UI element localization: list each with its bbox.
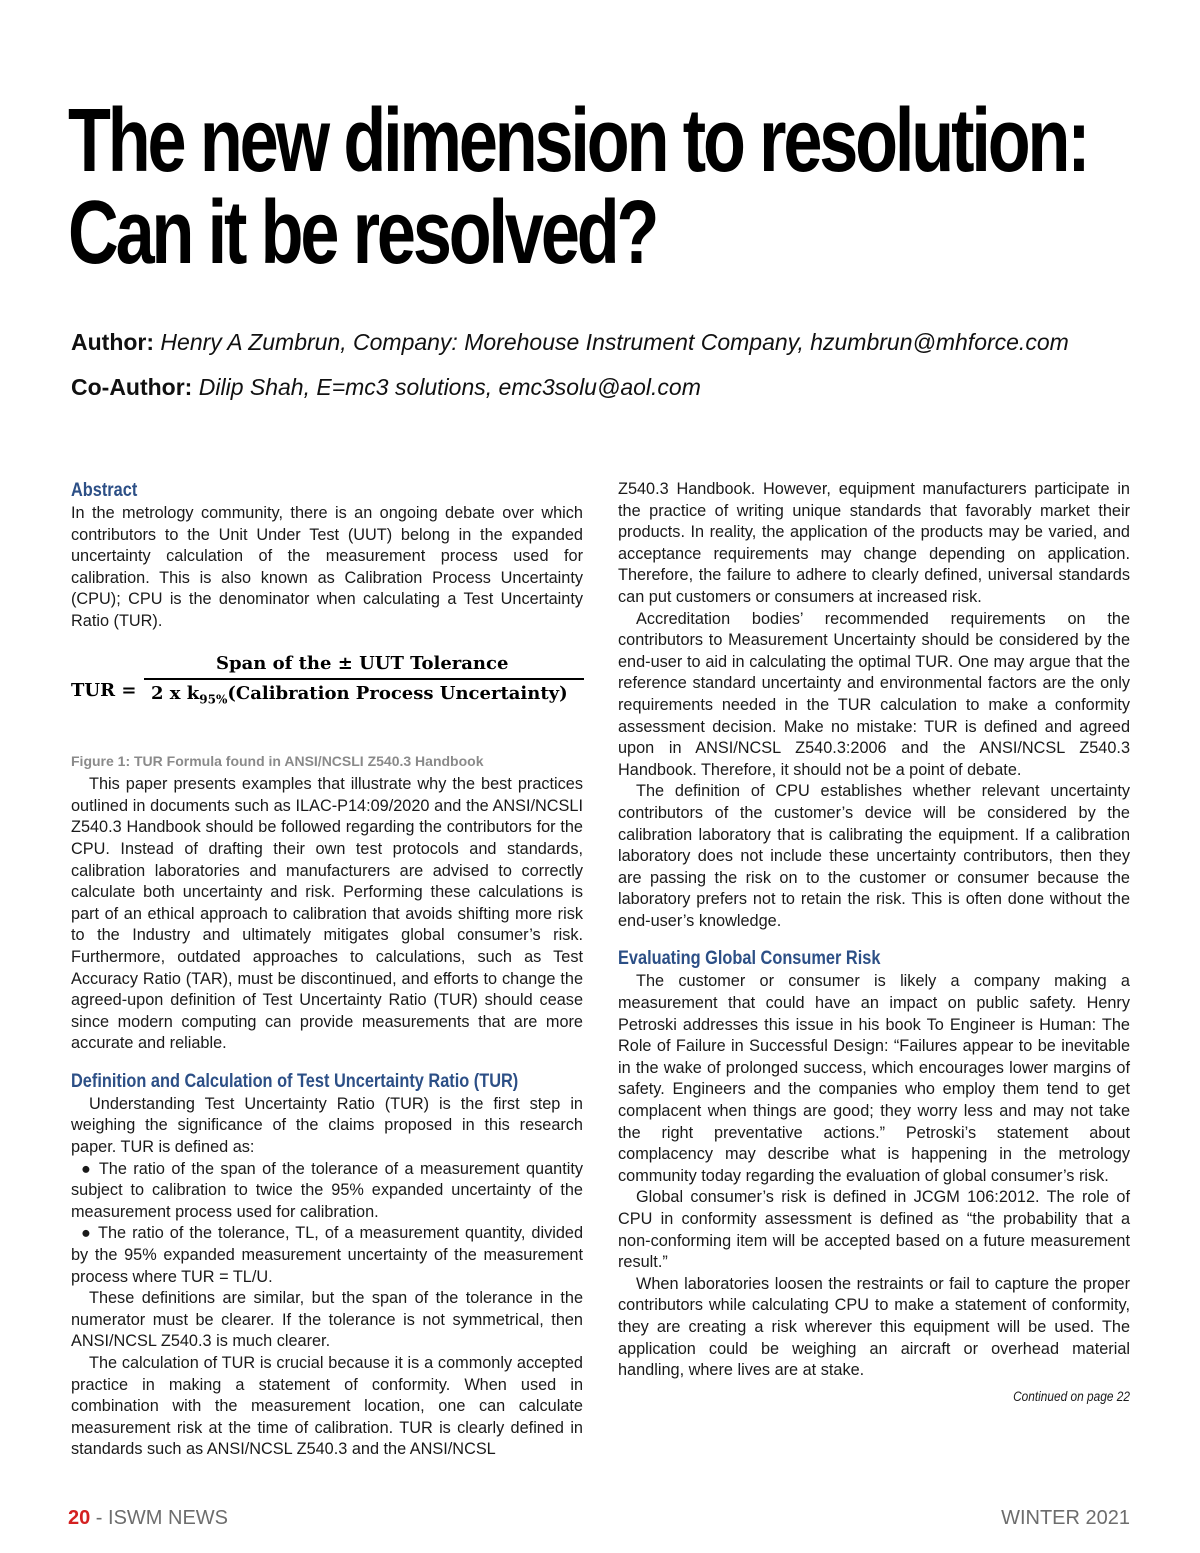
author-text: Henry A Zumbrun, Company: Morehouse Instrument Company, hzumbrun@mhforce.com: [160, 329, 1069, 355]
right-column: [618, 479, 1130, 1407]
paragraph: These definitions are similar, but the span of the tolerance in the numerator must be clearer. If the tolerance is not symmetrical, then ANSI/NCSL Z540.3 is much clearer.: [71, 1289, 583, 1351]
coauthor-label: Co-Author:: [71, 374, 193, 400]
coauthor-text: Dilip Shah, E=mc3 solutions, emc3solu@aol.com: [198, 374, 701, 400]
paragraph: Accreditation bodies’ recommended requirements on the contributors to Measurement Uncertainty should be considered by the end-user to aid in calculating the optimal TUR. One may argue that the reference standard uncertainty and environmental factors are the only requirements needed in the TUR calculation to make a conformity assessment decision. Make no mistake: TUR is defined and agreed upon in ANSI/NCSL Z540.3:2006 and the ANSI/NCSL Z540.3 Handbook. Therefore, it should not be a point of debate.: [618, 609, 1130, 779]
paragraph: Z540.3 Handbook. However, equipment manufacturers participate in the practice of writing unique standards that favorably market their products. In reality, the application of the products may be varied, and acceptance requirements may change depending on application. Therefore, the failure to adhere to clearly defined, universal standards can put customers or consumers at increased risk.: [618, 480, 1130, 606]
abstract-text: In the metrology community, there is an ongoing debate over which contributors to the Unit Under Test (UUT) belong in the expanded uncertainty calculation of the measurement process used for calibration. This is also known as Calibration Process Uncertainty (CPU); CPU is the denominator when calculating a Test Uncertainty Ratio (TUR).: [71, 504, 583, 630]
paragraph: The calculation of TUR is crucial because it is a commonly accepted practice in making a statement of conformity. When used in combination with the measurement location, one can calculate measurement risk at the time of calibration. TUR is clearly defined in standards such as ANSI/NCSL Z540.3 and the ANSI/NCSL: [71, 1354, 583, 1459]
footer-left: [68, 1507, 228, 1530]
coauthor-line: [71, 370, 1151, 404]
paragraph: The definition of CPU establishes whether relevant uncertainty contributors of the customer’s device will be considered by the calibration laboratory that is calibrating the equipment. If a calibration laboratory does not include these uncertainty contributors, then they are passing the risk on to the customer or consumer because the laboratory prefers not to retain the risk. This is often done without the end-user’s knowledge.: [618, 782, 1130, 930]
formula-denominator-pre: 2 x k: [151, 682, 200, 704]
paragraph: When laboratories loosen the restraints or fail to capture the proper contributors while calculating CPU to make a statement of conformity, they are creating a risk wherever this equipment will be used. The application could be weighing an aircraft or overhead material handling, where lives are at stake.: [618, 1274, 1130, 1380]
paragraph: The customer or consumer is likely a company making a measurement that could have an impact on public safety. Henry Petroski addresses this issue in his book To Engineer is Human: The Role of Failure in Successful Design: “Failures appear to be inevitable in the wake of prolonged success, which encourages lower margins of safety. Engineers and the companies who employ them tend to get complacent when things are good; they worry less and may not take the right preventative actions.” Petroski’s statement about complacency may describe what is happening in the metrology community today regarding the evaluation of global consumer’s risk.: [618, 972, 1130, 1185]
continued-note: Continued on page 22: [1013, 1388, 1130, 1404]
author-label: Author:: [71, 329, 155, 355]
bullet-item: ● The ratio of the tolerance, TL, of a measurement quantity, divided by the 95% expanded measurement uncertainty of the measurement process where TUR = TL/U.: [71, 1224, 583, 1286]
formula-denominator-sub: 95%: [199, 692, 228, 707]
author-line: [71, 325, 1151, 359]
bullet-item: ● The ratio of the span of the tolerance of a measurement quantity subject to calibration to twice the 95% expanded uncertainty of the measurement process used for calibration.: [71, 1159, 583, 1221]
paragraph: Global consumer’s risk is defined in JCGM 106:2012. The role of CPU in conformity assessment is defined as “the probability that a non-conforming item will be accepted based on a future measurement result.”: [618, 1188, 1130, 1272]
paragraph: Understanding Test Uncertainty Ratio (TUR) is the first step in weighing the significance of the claims proposed in this research paper. TUR is defined as:: [71, 1094, 583, 1157]
section-heading-risk: Evaluating Global Consumer Risk: [618, 948, 881, 970]
left-column: [71, 479, 583, 1461]
title-line-1: The new dimension to resolution:: [68, 91, 1088, 191]
formula-denominator: [151, 683, 568, 711]
figure-caption: Figure 1: TUR Formula found in ANSI/NCSLI Z540.3 Handbook: [71, 752, 484, 769]
formula-lhs: TUR =: [71, 679, 137, 701]
abstract-heading: Abstract: [71, 480, 138, 501]
tur-formula: [71, 653, 583, 743]
paragraph: This paper presents examples that illustrate why the best practices outlined in documents such as ILAC-P14:09/2020 and the ANSI/NCSLI Z540.3 Handbook should be followed regarding the contributors for the CPU. Instead of drafting their own test protocols and standards, calibration laboratories and manufacturers are advised to correctly calculate both uncertainty and risk. Performing these calculations is part of an ethical approach to calibration that avoids shifting more risk to the Industry and ultimately mitigates global consumer’s risk. Furthermore, outdated approaches to calculations, such as Test Accuracy Ratio (TAR), must be discontinued, and efforts to change the agreed-upon definition of Test Uncertainty Ratio (TUR) should cease since modern computing can provide measurements that are more accurate and reliable.: [71, 775, 583, 1053]
formula-denominator-post: (Calibration Process Uncertainty): [227, 682, 568, 704]
author-block: [71, 325, 1151, 415]
formula-fraction-bar: [144, 678, 584, 680]
publication-name: - ISWM NEWS: [90, 1507, 229, 1529]
title-line-2: Can it be resolved?: [68, 183, 657, 283]
article-title: [68, 91, 1088, 283]
page-number: 20: [68, 1507, 91, 1529]
formula-numerator: Span of the ± UUT Tolerance: [216, 652, 509, 674]
section-heading-tur: Definition and Calculation of Test Uncertainty Ratio (TUR): [71, 1070, 519, 1092]
issue-label: WINTER 2021: [1001, 1507, 1130, 1529]
